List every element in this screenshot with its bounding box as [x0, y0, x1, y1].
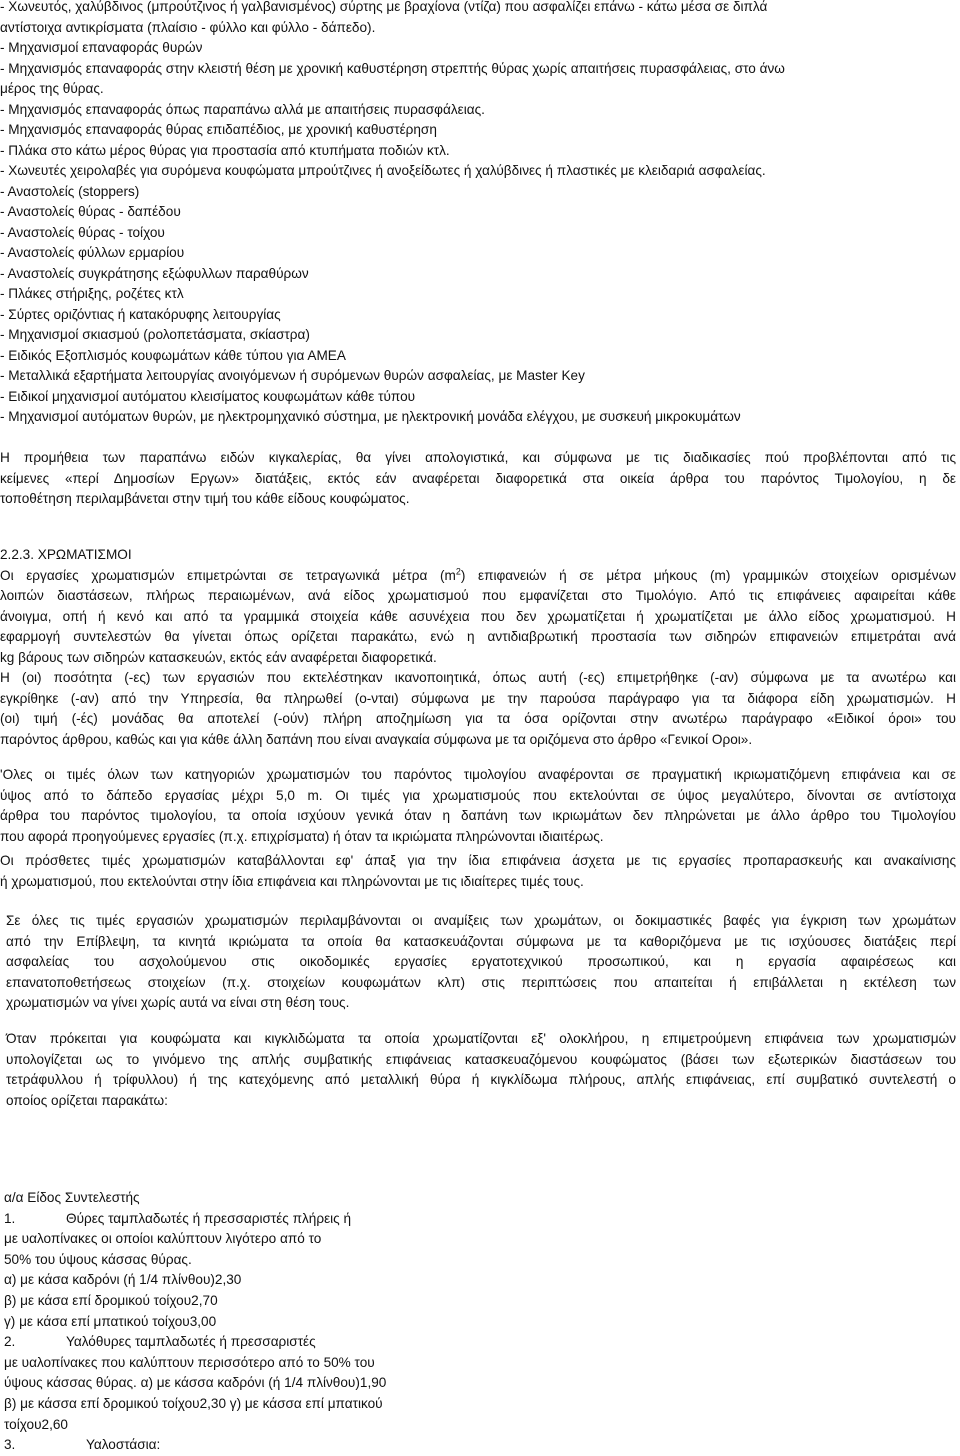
paragraph-line: τετράφυλλου ή τρίφυλλου) ή της κατεχόμενης από μεταλλική θύρα ή κιγκλίδωμα πλήρους, απλής επιφάνειας, επί συμβατικό συντελεστή ο: [6, 1072, 956, 1087]
supply-paragraph: [0, 448, 956, 510]
table-row: ύψους κάσσας θύρας. α) με κάσσα καδρόνι (ή 1/4 πλίνθου)1,90: [4, 1375, 387, 1391]
all-prices-paragraph: [0, 765, 956, 847]
item-text: Υαλόθυρες ταμπλαδωτές ή πρεσσαριστές: [66, 1334, 316, 1350]
section-heading: 2.2.3. ΧΡΩΜΑΤΙΣΜΟΙ: [0, 547, 132, 562]
paragraph-line: παρόντος άρθρου, καθώς και για κάθε άλλη δαπάνη που είναι αναγκαία σύμφωνα με τα οριζόμενα στο άρθρο «Γενικοί Οροι».: [0, 731, 753, 747]
table-row: με υαλοπίνακες οι οποίοι καλύπτουν λιγότερο από το: [4, 1231, 322, 1247]
paragraph-line: άρθρα του παρόντος τιμολογίου, τα οποία ισχύουν γενικά όταν η δαπάνη των ικριωμάτων δεν πληρώνεται με άλλο άρθρο του Τιμολογίου: [0, 808, 956, 823]
table-row: με υαλοπίνακες που καλύπτουν περισσότερο από το 50% του: [4, 1354, 375, 1370]
table-row: β) με κάσα επί δρομικού τοίχου2,70: [4, 1292, 218, 1308]
paragraph-line: εφαρμογή συντελεστών θα γίνεται όπως ορίζεται παρακάτω, ενώ η αντιδιαβρωτική προστασία των σιδηρών επιφανειών επιμετράται ανά: [0, 629, 956, 644]
list-item: - Πλάκα στο κάτω μέρος θύρας για προστασία από κτυπήματα ποδιών κτλ.: [0, 142, 450, 158]
list-item: - Μηχανισμοί σκιασμού (ρολοπετάσματα, σκίαστρα): [0, 327, 310, 342]
item-text: Θύρες ταμπλαδωτές ή πρεσσαριστές πλήρεις ή: [66, 1210, 352, 1226]
paragraph-line: άνοιγμα, οπή ή κενό και από τα γραμμικά στοιχεία κάθε ασυνέχεια που δεν χρωματίζεται ή χρωματίζεται με άλλο είδος χρωματισμού. Η: [0, 608, 956, 624]
paragraph-line: λοιπών διαστάσεων, πλήρως περαιωμένων, ανά είδος χρωματισμού που εμφανίζεται στο Τιμολόγιο. Από τις επιφάνειες αφαιρείται κάθε: [0, 588, 956, 603]
paragraph-line: ή χρωματισμού, που εκτελούνται στην ίδια επιφάνεια και πληρώνονται με τις ιδιαίτερες τιμές τους.: [0, 873, 584, 889]
table-row: [4, 1209, 464, 1230]
paragraph-line: οποίος ορίζεται παρακάτω:: [6, 1092, 168, 1108]
frames-paragraph: [6, 1029, 956, 1111]
list-item: - Μηχανισμός επαναφοράς στην κλειστή θέση με χρονική καθυστέρηση στρεπτής θύρας χωρίς απαιτήσεις πυρασφάλειας, στο άνω: [0, 60, 785, 76]
list-item: - Αναστολείς συγκράτησης εξώφυλλων παραθύρων: [0, 265, 309, 281]
hardware-list: [0, 0, 958, 428]
list-item: - Αναστολείς θύρας - δαπέδου: [0, 204, 181, 219]
list-item: - Χωνευτές χειρολαβές για συρόμενα κουφώματα μπρούτζινες ή ανοξείδωτες ή χαλύβδινες ή πλαστικές με κλειδαριά ασφαλείας.: [0, 163, 766, 178]
table-row: 50% του ύψους κάσσας θύρας.: [4, 1251, 192, 1267]
paragraph-line: που αφορά προηγούμενες εργασίες (π.χ. επιχρίσματα) ή όταν τα ικριώματα πληρώνονται ιδιαιτέρως.: [0, 828, 604, 844]
paragraph-line: (οι) τιμή (-ές) μονάδας θα αποτελεί (-ούν) πλήρη αποζημίωση για τα όσα ορίζονται στην ανωτέρω παράγραφο «Ειδικοί όροι» του: [0, 711, 956, 726]
paragraph-line: kg βάρους των σιδηρών κατασκευών, εκτός εάν αναφέρεται διαφορετικά.: [0, 649, 437, 665]
list-item: - Μηχανισμοί επαναφοράς θυρών: [0, 40, 203, 55]
list-item: - Μηχανισμοί αυτόματων θυρών, με ηλεκτρομηχανικό σύστημα, με ηλεκτρονική μονάδα ελέγχου, με συσκευή μικροκυμάτων: [0, 409, 741, 424]
paragraph-line: υπολογίζεται ως το γινόμενο της απλής συμβατικής επιφάνειας κατασκευαζόμενου κουφώματος (βάσει των εξωτερικών διαστάσεων του: [6, 1051, 956, 1067]
item-number: 2.: [4, 1334, 16, 1350]
paragraph-line: κείμενες «περί Δημοσίων Εργων» διατάξεις, εκτός εάν αναφέρεται διαφορετικά στα οικεία άρθρα του παρόντος Τιμολογίου, η δε: [0, 470, 956, 486]
table-header: α/α Είδος Συντελεστής: [4, 1190, 140, 1205]
coefficient-table: [4, 1188, 464, 1456]
included-paragraph: [6, 911, 956, 1014]
paragraph-line: Η προμήθεια των παραπάνω ειδών κιγκαλερίας, θα γίνει απολογιστικά, και σύμφωνα με τις διαδικασίες πού προβλέπονται από τις: [0, 450, 956, 465]
painting-line1-a: Οι εργασίες χρωματισμών επιμετρώνται σε τετραγωνικά μέτρα (m: [0, 567, 456, 583]
paragraph-line: από την Επίβλεψη, τα κινητά ικριώματα τα οποία θα κατασκευάζονται σύμφωνα με τα καθοριζόμενα με τις ισχύουσες διατάξεις περί: [6, 933, 956, 949]
table-row: τοίχου2,60: [4, 1416, 68, 1432]
quantity-paragraph: [0, 668, 956, 750]
paragraph-line: Όταν πρόκειται για κουφώματα και κιγκλιδώματα τα οποία χρωματίζονται εξ' ολοκλήρου, η επιμετρούμενη επιφάνεια των χρωματισμών: [6, 1031, 956, 1046]
paragraph-line: 'Ολες οι τιμές όλων των κατηγοριών χρωματισμών του παρόντος τιμολογίου αναφέρονται σε πραγματική ικριωματιζόμενη επιφάνεια και σε: [0, 767, 956, 782]
list-item: - Μηχανισμός επαναφοράς θύρας επιδαπέδιος, με χρονική καθυστέρηση: [0, 122, 437, 137]
list-item: - Αναστολείς φύλλων ερμαρίου: [0, 245, 185, 260]
paragraph-line: εγκρίθηκε (-αν) από την Υπηρεσία, θα πληρωθεί (ο-νται) σύμφωνα με την παρούσα παράγραφο για τα διάφορα είδη χρωματισμών. Η: [0, 690, 956, 706]
item-number: 3.: [4, 1437, 16, 1453]
item-text: Υαλοστάσια:: [86, 1437, 161, 1453]
paragraph-line: Σε όλες τις τιμές εργασιών χρωματισμών περιλαμβάνονται οι αναμίξεις των χρωμάτων, οι δοκιμαστικές βαφές για έγκριση των χρωμάτων: [6, 913, 956, 928]
table-row: [4, 1332, 464, 1353]
list-item: - Αναστολείς θύρας - τοίχου: [0, 224, 165, 240]
table-row: α) με κάσα καδρόνι (ή 1/4 πλίνθου)2,30: [4, 1272, 242, 1288]
item-number: 1.: [4, 1210, 16, 1226]
paragraph-line: Η (οι) ποσότητα (-ες) των εργασιών που εκτελέστηκαν ικανοποιητικά, όπως αυτή (-ες) επιμετρήθηκε (-αν) σύμφωνα με τα ανωτέρω και: [0, 670, 956, 685]
list-item: - Ειδικός Εξοπλισμός κουφωμάτων κάθε τύπου για ΑΜΕΑ: [0, 347, 346, 363]
list-item: - Χωνευτός, χαλύβδινος (μπρούτζινος ή γαλβανισμένος) σύρτης με βραχίονα (ντίζα) που ασφαλίζει επάνω - κάτω μέσα σε διπλά: [0, 0, 768, 14]
paragraph-line: ασφαλείας του ασχολούμενου στις οικοδομικές εργασίες εργατοτεχνικού προσωπικού, και η εργασία αφαιρέσεως και: [6, 954, 956, 969]
list-item: μέρος της θύρας.: [0, 81, 104, 96]
additional-prices-paragraph: [0, 851, 956, 892]
table-row: β) με κάσσα επί δρομικού τοίχου2,30 γ) με κάσσα επί μπατικού: [4, 1395, 383, 1411]
list-item: - Πλάκες στήριξης, ροζέτες κτλ: [0, 286, 184, 301]
list-item: - Μεταλλικά εξαρτήματα λειτουργίας ανοιγόμενων ή συρόμενων θυρών ασφαλείας, με Master Key: [0, 368, 585, 383]
superscript: 2: [455, 565, 461, 576]
table-row: γ) με κάσα επί μπατικού τοίχου3,00: [4, 1313, 217, 1329]
paragraph-line: [0, 566, 956, 587]
paragraph-line: χρωματισμών να γίνει χωρίς αυτά να είναι στη θέση τους.: [6, 995, 350, 1010]
list-item: - Ειδικοί μηχανισμοί αυτόματου κλεισίματος κουφωμάτων κάθε τύπου: [0, 388, 416, 404]
paragraph-line: επανατοποθετήσεως στοιχείων (π.χ. στοιχείων κουφωμάτων κλπ) στις περιπτώσεις που απαιτείται ή επιβάλλεται η εκτέλεση των: [6, 974, 956, 990]
painting-line1-b: ) επιφανειών ή σε μέτρα μήκους (m) γραμμικών στοιχείων ορισμένων: [460, 567, 956, 583]
list-item: - Σύρτες οριζόντιας ή κατακόρυφης λειτουργίας: [0, 306, 281, 322]
list-item: - Μηχανισμός επαναφοράς όπως παραπάνω αλλά με απαιτήσεις πυρασφάλειας.: [0, 101, 485, 117]
list-item: - Αναστολείς (stoppers): [0, 183, 140, 199]
painting-section: [0, 545, 956, 668]
paragraph-line: Οι πρόσθετες τιμές χρωματισμών καταβάλλονται εφ' άπαξ για την ίδια επιφάνεια άσχετα με τις εργασίες προπαρασκευής και ανακαίνισης: [0, 853, 956, 868]
list-item: αντίστοιχα αντικρίσματα (πλαίσιο - φύλλο και φύλλο - δάπεδο).: [0, 19, 376, 35]
paragraph-line: τοποθέτηση περιλαμβάνεται στην τιμή του κάθε είδους κουφώματος.: [0, 491, 410, 506]
paragraph-line: ύψος από το δάπεδο εργασίας μέχρι 5,0 m. Οι τιμές για χρωματισμούς που εκτελούνται σε ύψος μεγαλύτερο, δίνονται σε αντίστοιχα: [0, 787, 956, 803]
